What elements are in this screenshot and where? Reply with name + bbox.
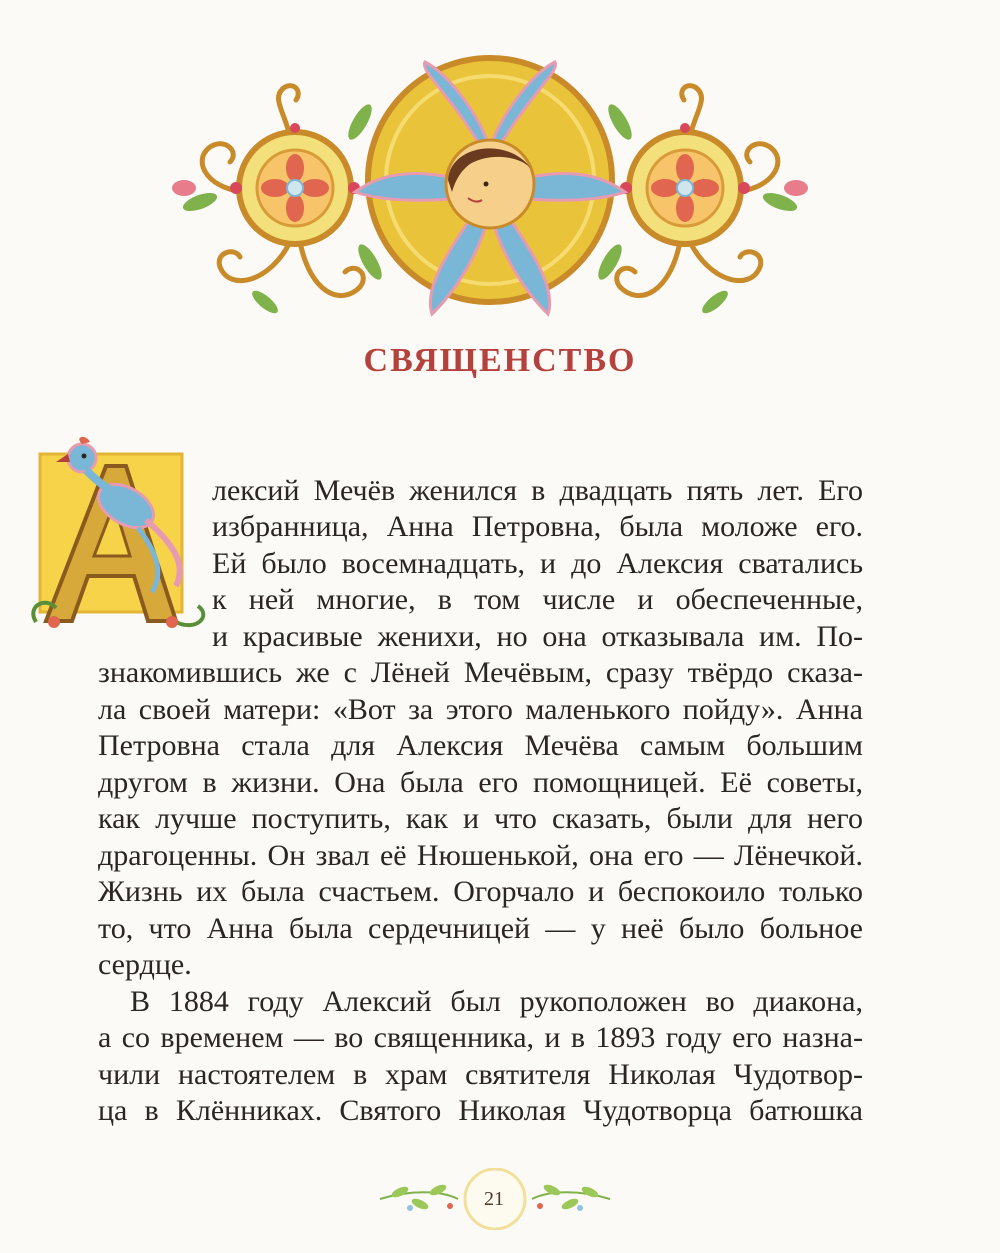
text-line: ца в Клённиках. Святого Николая Чудотворца батюшка — [98, 1094, 863, 1127]
text-line: ла своей матери: «Вот за этого маленького пойду». Анна — [98, 693, 863, 726]
text-line: то, что Анна была сердечницей — у неё было больное — [98, 912, 863, 945]
text-line: и красивые женихи, но она отказывала им. По- — [212, 620, 863, 653]
text-line: Ей было восемнадцать, и до Алексия сватались — [212, 547, 863, 580]
text-line: В 1884 году Алексий был рукоположен во диакона, — [130, 985, 863, 1018]
seraph-ornament — [170, 52, 810, 352]
seraph-icon — [355, 58, 625, 314]
text-line: Жизнь их была счастьем. Огорчало и беспокоило только — [98, 875, 863, 908]
text-line: сердце. — [98, 948, 192, 981]
text-line: лексий Мечёв женился в двадцать пять лет. Его — [212, 474, 863, 507]
text-line: как лучше поступить, как и что сказать, были для него — [98, 802, 863, 835]
drop-cap-illumination — [26, 436, 214, 636]
text-line: а со временем — во священника, и в 1893 году его назна- — [98, 1021, 863, 1054]
left-medallion-icon — [239, 132, 351, 244]
text-line: драгоценны. Он звал её Нюшенькой, она его — Лёнечкой. — [98, 839, 863, 872]
text-line: знакомившись же с Лёней Мечёвым, сразу твёрдо сказа- — [98, 656, 863, 689]
page-number: 21 — [484, 1188, 504, 1210]
text-line: избранница, Анна Петровна, была моложе его. — [212, 510, 863, 543]
text-line: другом в жизни. Она была его помощницей. Её советы, — [98, 766, 863, 799]
text-line: чили настоятелем в храм святителя Николая Чудотвор- — [98, 1058, 863, 1091]
text-line: Петровна стала для Алексия Мечёва самым большим — [98, 729, 863, 762]
right-medallion-icon — [629, 132, 741, 244]
chapter-title: СВЯЩЕНСТВО — [363, 342, 637, 379]
text-line: к ней многие, в том числе и обеспеченные, — [212, 583, 863, 616]
